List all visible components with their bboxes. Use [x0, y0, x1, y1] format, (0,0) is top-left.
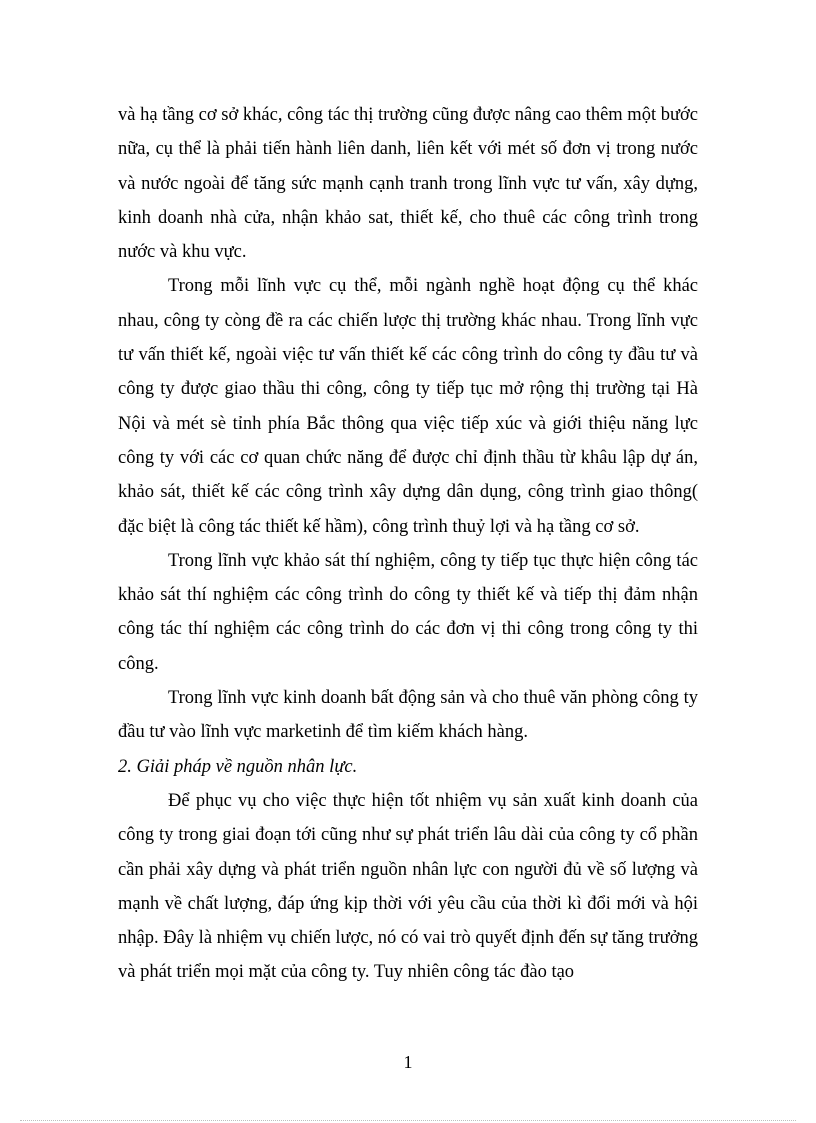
- section-heading: 2. Giải pháp về nguồn nhân lực.: [118, 756, 358, 777]
- paragraph-human-resources: Để phục vụ cho việc thực hiện tốt nhiệm vụ sản xuất kinh doanh của công ty trong giai đoạn tới cũng như sự phát triển lâu dài của công ty cổ phần cần phải xây dựng và phát triển nguồn nhân lực con người đủ về số lượng và mạnh về chất lượng, đáp ứng kịp thời với yêu cầu của thời kì đổi mới và hội nhập. Đây là nhiệm vụ chiến lược, nó có vai trò quyết định đến sự tăng trưởng và phát triển mọi mặt của công ty. Tuy nhiên công tác đào tạo: [118, 790, 698, 983]
- paragraph-market-strategy: Trong mỗi lĩnh vực cụ thể, mỗi ngành nghề hoạt động cụ thể khác nhau, công ty còng đề ra các chiến lược thị trường khác nhau. Trong lĩnh vực tư vấn thiết kế, ngoài việc tư vấn thiết kế các công trình do công ty đầu tư và công ty được giao thầu thi công, công ty tiếp tục mở rộng thị trường tại Hà Nội và mét sè tỉnh phía Bắc thông qua việc tiếp xúc và giới thiệu năng lực công ty với các cơ quan chức năng để được chỉ định thầu từ khâu lập dự án, khảo sát, thiết kế các công trình xây dựng dân dụng, công trình giao thông( đặc biệt là công tác thiết kế hầm), công trình thuỷ lợi và hạ tầng cơ sở.: [118, 276, 698, 537]
- page-bottom-border: [20, 1120, 796, 1121]
- paragraph-survey-testing: Trong lĩnh vực khảo sát thí nghiệm, công ty tiếp tục thực hiện công tác khảo sát thí nghiệm các công trình do công ty thiết kế và tiếp thị đảm nhận công tác thí nghiệm các công trình do các đơn vị thi công trong công ty thi công.: [118, 550, 698, 674]
- page-number: 1: [403, 1052, 413, 1072]
- document-body: [118, 98, 698, 990]
- paragraph-continuation: và hạ tầng cơ sở khác, công tác thị trường cũng được nâng cao thêm một bước nữa, cụ thể là phải tiến hành liên danh, liên kết với mét số đơn vị trong nước và nước ngoài để tăng sức mạnh cạnh tranh trong lĩnh vực tư vấn, xây dựng, kinh doanh nhà cửa, nhận khảo sat, thiết kế, cho thuê các công trình trong nước và khu vực.: [118, 105, 698, 263]
- paragraph-real-estate: Trong lĩnh vực kinh doanh bất động sản và cho thuê văn phòng công ty đầu tư vào lĩnh vực marketinh để tìm kiếm khách hàng.: [118, 688, 698, 743]
